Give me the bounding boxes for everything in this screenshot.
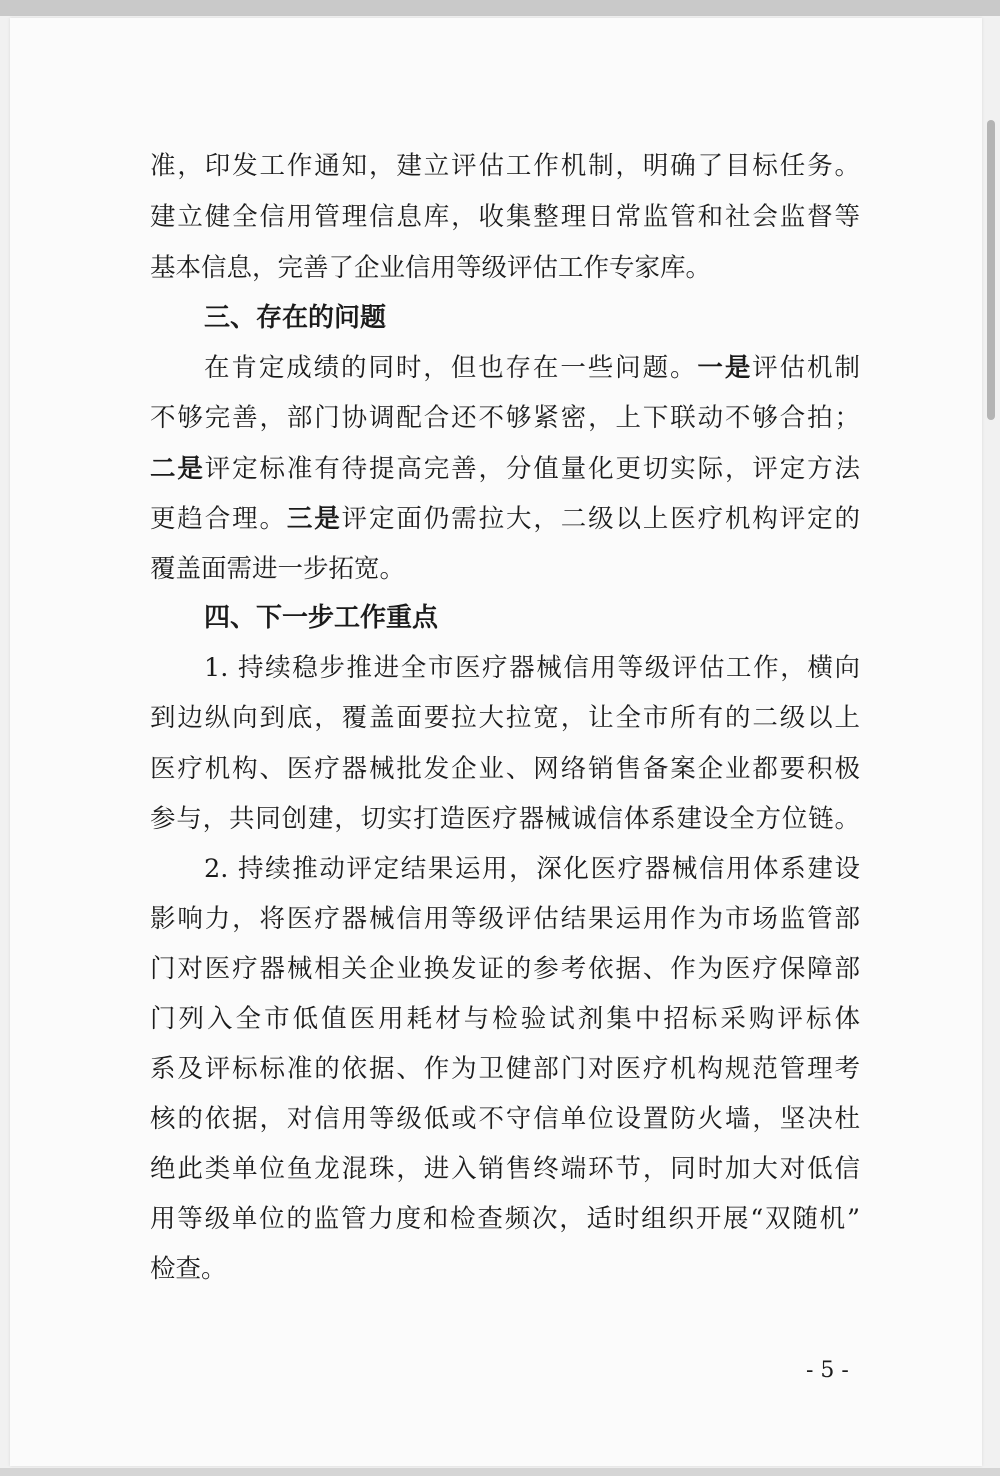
list-item-line: 门列入全市低值医用耗材与检验试剂集中招标采购评标体 — [150, 1004, 860, 1034]
page-number: - 5 - — [806, 1358, 849, 1383]
list-item-line: 系及评标标准的依据、作为卫健部门对医疗机构规范管理考 — [150, 1054, 860, 1084]
emphasis-text: 一是 — [697, 353, 753, 383]
list-item-line: 1. 持续稳步推进全市医疗器械信用等级评估工作，横向 — [204, 653, 860, 683]
paragraph-line: 建立健全信用管理信息库，收集整理日常监管和社会监督等 — [150, 202, 860, 232]
paragraph-line: 在肯定成绩的同时，但也存在一些问题。一是评估机制 — [204, 353, 860, 383]
paragraph-line: 更趋合理。三是评定面仍需拉大，二级以上医疗机构评定的 — [150, 504, 860, 534]
list-item-line: 核的依据，对信用等级低或不守信单位设置防火墙，坚决杜 — [150, 1104, 860, 1134]
document-page — [10, 18, 982, 1466]
scrollbar[interactable] — [986, 110, 996, 430]
list-item-line: 用等级单位的监管力度和检查频次，适时组织开展“双随机” — [150, 1204, 860, 1234]
top-bar — [0, 0, 1000, 16]
paragraph-line: 基本信息，完善了企业信用等级评估工作专家库。 — [150, 253, 712, 283]
list-item-line: 到边纵向到底，覆盖面要拉大拉宽，让全市所有的二级以上 — [150, 703, 860, 733]
paragraph-line: 覆盖面需进一步拓宽。 — [150, 554, 406, 584]
list-item-line: 医疗机构、医疗器械批发企业、网络销售备案企业都要积极 — [150, 754, 860, 784]
paragraph-line: 准，印发工作通知，建立评估工作机制，明确了目标任务。 — [150, 151, 860, 181]
list-item-line: 绝此类单位鱼龙混珠，进入销售终端环节，同时加大对低信 — [150, 1154, 860, 1184]
paragraph-line: 二是评定标准有待提高完善，分值量化更切实际，评定方法 — [150, 454, 860, 484]
bottom-bar — [0, 1468, 1000, 1476]
list-item-line: 参与，共同创建，切实打造医疗器械诚信体系建设全方位链。 — [150, 804, 860, 834]
section-heading-next-steps: 四、下一步工作重点 — [204, 603, 439, 633]
emphasis-text: 三是 — [286, 504, 342, 534]
emphasis-text: 二是 — [150, 454, 205, 484]
list-item-line: 门对医疗器械相关企业换发证的参考依据、作为医疗保障部 — [150, 954, 860, 984]
list-item-line: 检查。 — [150, 1254, 227, 1284]
section-heading-problems: 三、存在的问题 — [204, 303, 387, 333]
scrollbar-thumb[interactable] — [987, 120, 995, 420]
list-item-line: 影响力，将医疗器械信用等级评估结果运用作为市场监管部 — [150, 904, 860, 934]
paragraph-line: 不够完善，部门协调配合还不够紧密，上下联动不够合拍； — [150, 403, 860, 433]
list-item-line: 2. 持续推动评定结果运用，深化医疗器械信用体系建设 — [204, 854, 860, 884]
